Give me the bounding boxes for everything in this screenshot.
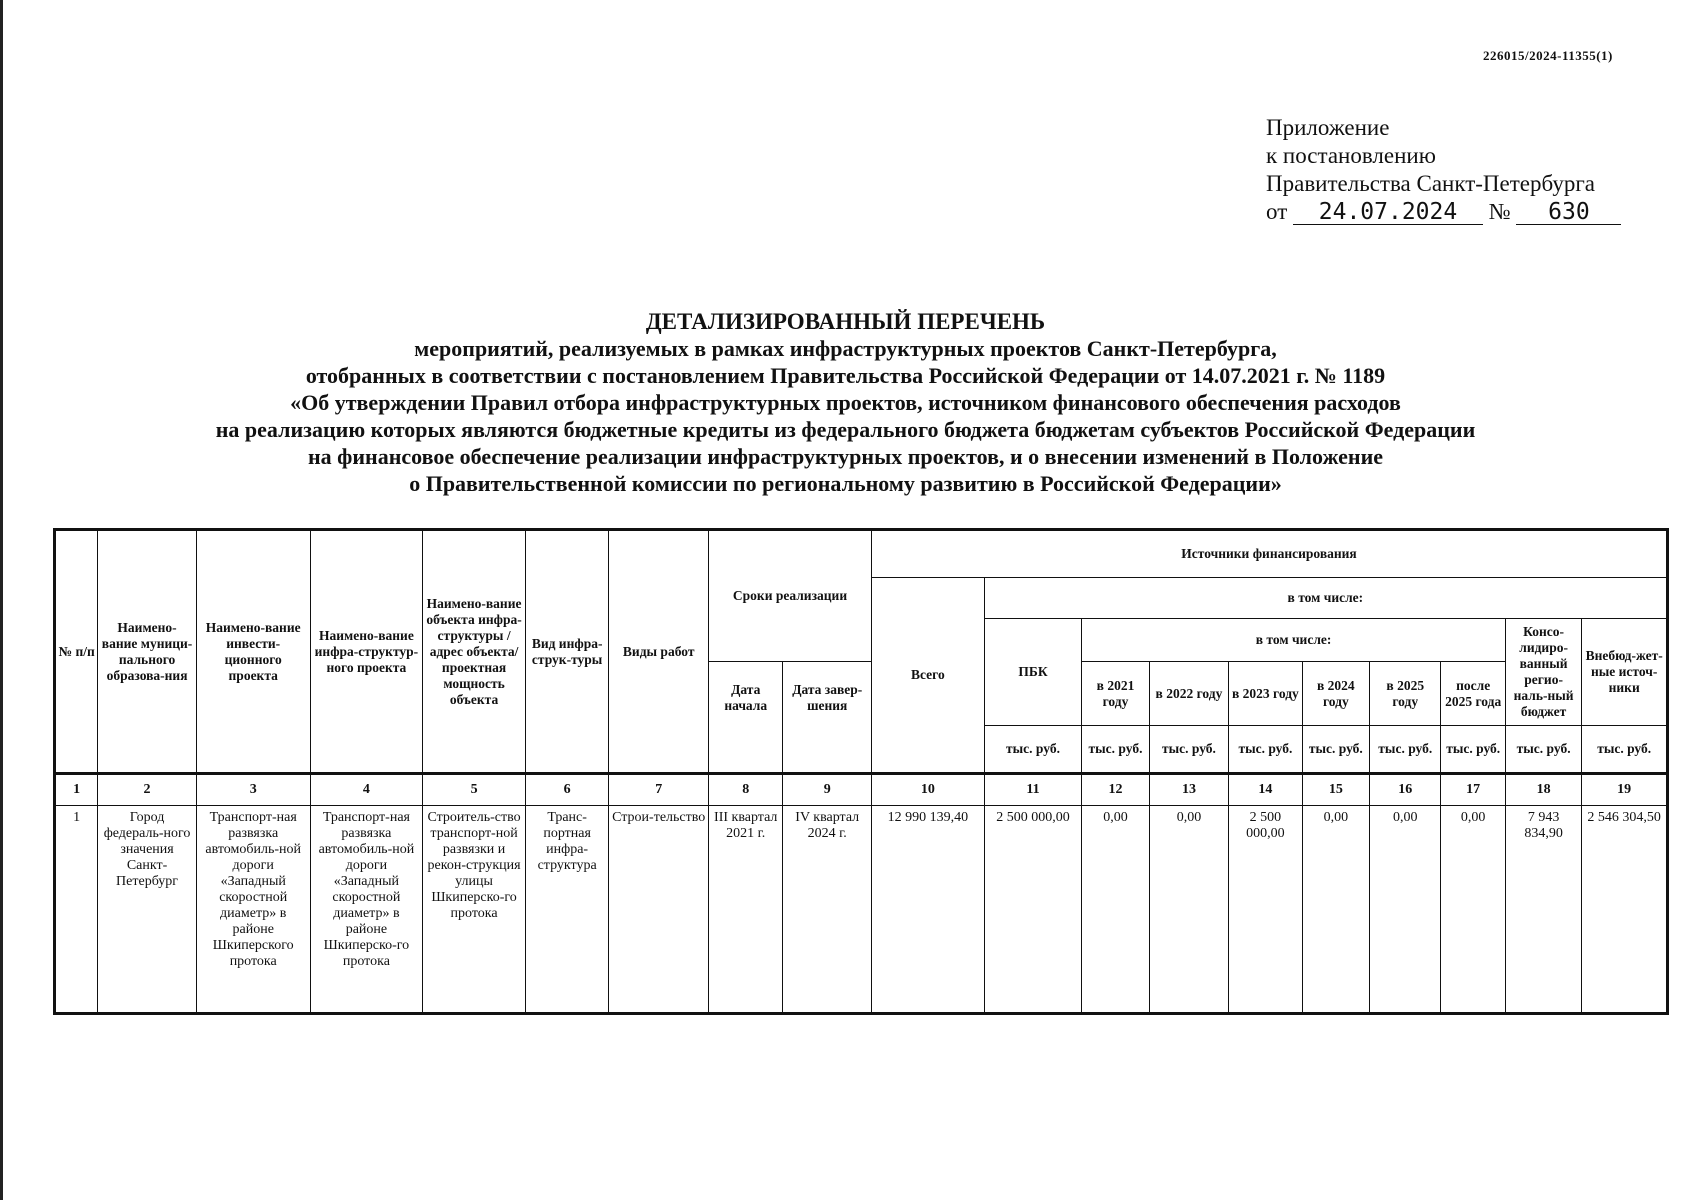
- cell-2023: 2 500 000,00: [1229, 806, 1302, 1013]
- appendix-block: [1266, 114, 1621, 226]
- appendix-line-1: Приложение: [1266, 115, 1390, 140]
- cell-total: 12 990 139,40: [872, 806, 985, 1013]
- cell-2025: 0,00: [1370, 806, 1441, 1013]
- column-number: 9: [783, 774, 872, 806]
- column-number: 1: [56, 774, 98, 806]
- cell-2021: 0,00: [1082, 806, 1149, 1013]
- cell-municipality: Город федераль-ного значения Санкт-Петербург: [98, 806, 197, 1013]
- header-start-date: Дата начала: [709, 662, 783, 774]
- decree-number: 630: [1516, 200, 1621, 225]
- appendix-line-3: Правительства Санкт-Петербурга: [1266, 171, 1595, 196]
- column-number: 13: [1149, 774, 1228, 806]
- column-number: 12: [1082, 774, 1149, 806]
- unit-label: тыс. руб.: [1229, 726, 1302, 774]
- cell-start-date: III квартал 2021 г.: [709, 806, 783, 1013]
- column-number: 19: [1582, 774, 1667, 806]
- title-line: на финансовое обеспечение реализации инфраструктурных проектов, и о внесении изменений в Положение: [307, 444, 1384, 469]
- cell-infrastructure-project: Транспорт-ная развязка автомобиль-ной дороги «Западный скоростной диаметр» в районе Шкиперско-го протока: [310, 806, 423, 1013]
- number-prefix: №: [1488, 199, 1511, 224]
- title-line: отобранных в соответствии с постановлением Правительства Российской Федерации от 14.07.2021 г. № 1189: [305, 363, 1386, 388]
- projects-table: [55, 530, 1667, 1013]
- appendix-line-2: к постановлению: [1266, 143, 1436, 168]
- header-2023: в 2023 году: [1229, 662, 1302, 726]
- cell-2024: 0,00: [1302, 806, 1369, 1013]
- unit-label: тыс. руб.: [1441, 726, 1505, 774]
- header-including-1: в том числе:: [984, 578, 1666, 619]
- cell-end-date: IV квартал 2024 г.: [783, 806, 872, 1013]
- header-object: Наимено-вание объекта инфра-структуры / адрес объекта/ проектная мощность объекта: [423, 531, 526, 774]
- cell-work-type: Строи-тельство: [609, 806, 709, 1013]
- cell-object: Строитель-ство транспорт-ной развязки и рекон-струкция улицы Шкиперско-го протока: [423, 806, 526, 1013]
- unit-label: тыс. руб.: [1302, 726, 1369, 774]
- column-number: 17: [1441, 774, 1505, 806]
- unit-label: тыс. руб.: [1082, 726, 1149, 774]
- column-number: 16: [1370, 774, 1441, 806]
- title-heading: ДЕТАЛИЗИРОВАННЫЙ ПЕРЕЧЕНЬ: [645, 309, 1046, 334]
- header-consolidated-budget: Консо-лидиро-ванный регио-наль-ный бюджет: [1505, 619, 1581, 726]
- column-number: 7: [609, 774, 709, 806]
- header-2022: в 2022 году: [1149, 662, 1228, 726]
- cell-extrabudgetary: 2 546 304,50: [1582, 806, 1667, 1013]
- header-infrastructure-type: Вид инфра-струк-туры: [525, 531, 609, 774]
- header-work-type: Виды работ: [609, 531, 709, 774]
- title-line: на реализацию которых являются бюджетные кредиты из федерального бюджета бюджетам субъектов Российской Федерации: [215, 417, 1476, 442]
- unit-label: тыс. руб.: [1582, 726, 1667, 774]
- cell-after-2025: 0,00: [1441, 806, 1505, 1013]
- cell-consolidated-budget: 7 943 834,90: [1505, 806, 1581, 1013]
- column-number: 2: [98, 774, 197, 806]
- column-number: 14: [1229, 774, 1302, 806]
- unit-label: тыс. руб.: [1370, 726, 1441, 774]
- header-2025: в 2025 году: [1370, 662, 1441, 726]
- header-total: Всего: [872, 578, 985, 774]
- header-after-2025: после 2025 года: [1441, 662, 1505, 726]
- cell-2022: 0,00: [1149, 806, 1228, 1013]
- header-2021: в 2021 году: [1082, 662, 1149, 726]
- document-id: 226015/2024-11355(1): [1483, 48, 1613, 63]
- column-number-row: [56, 774, 1667, 806]
- document-title: [150, 308, 1541, 497]
- header-including-2: в том числе:: [1082, 619, 1506, 662]
- unit-label: тыс. руб.: [984, 726, 1082, 774]
- header-funding: Источники финансирования: [872, 531, 1667, 578]
- header-infrastructure-project: Наимено-вание инфра-структур-ного проекта: [310, 531, 423, 774]
- appendix-date-line: [1266, 198, 1621, 226]
- title-line: «Об утверждении Правил отбора инфраструктурных проектов, источником финансового обеспечения расходов: [290, 390, 1401, 415]
- column-number: 18: [1505, 774, 1581, 806]
- scan-left-edge: [0, 0, 3, 1200]
- header-pbk: ПБК: [984, 619, 1082, 726]
- date-prefix: от: [1266, 199, 1288, 224]
- header-municipality: Наимено-вание муници-пального образова-ния: [98, 531, 197, 774]
- header-investment-project: Наимено-вание инвести-ционного проекта: [196, 531, 310, 774]
- column-number: 4: [310, 774, 423, 806]
- decree-date: 24.07.2024: [1293, 200, 1483, 225]
- unit-label: тыс. руб.: [1505, 726, 1581, 774]
- header-terms: Сроки реализации: [709, 531, 872, 662]
- column-number: 11: [984, 774, 1082, 806]
- column-number: 5: [423, 774, 526, 806]
- title-line: о Правительственной комиссии по региональному развитию в Российской Федерации»: [409, 471, 1282, 496]
- header-end-date: Дата завер-шения: [783, 662, 872, 774]
- column-number: 3: [196, 774, 310, 806]
- header-2024: в 2024 году: [1302, 662, 1369, 726]
- title-line: мероприятий, реализуемых в рамках инфраструктурных проектов Санкт-Петербурга,: [414, 336, 1277, 361]
- header-extrabudgetary: Внебюд-жет-ные источ-ники: [1582, 619, 1667, 726]
- header-number: № п/п: [56, 531, 98, 774]
- column-number: 8: [709, 774, 783, 806]
- column-number: 15: [1302, 774, 1369, 806]
- cell-infrastructure-type: Транс-портная инфра-структура: [525, 806, 609, 1013]
- column-number: 10: [872, 774, 985, 806]
- unit-label: тыс. руб.: [1149, 726, 1228, 774]
- cell-pbk: 2 500 000,00: [984, 806, 1082, 1013]
- column-number: 6: [525, 774, 609, 806]
- cell-number: 1: [56, 806, 98, 1013]
- table-row: [56, 806, 1667, 1013]
- cell-investment-project: Транспорт-ная развязка автомобиль-ной дороги «Западный скоростной диаметр» в районе Шкиперского протока: [196, 806, 310, 1013]
